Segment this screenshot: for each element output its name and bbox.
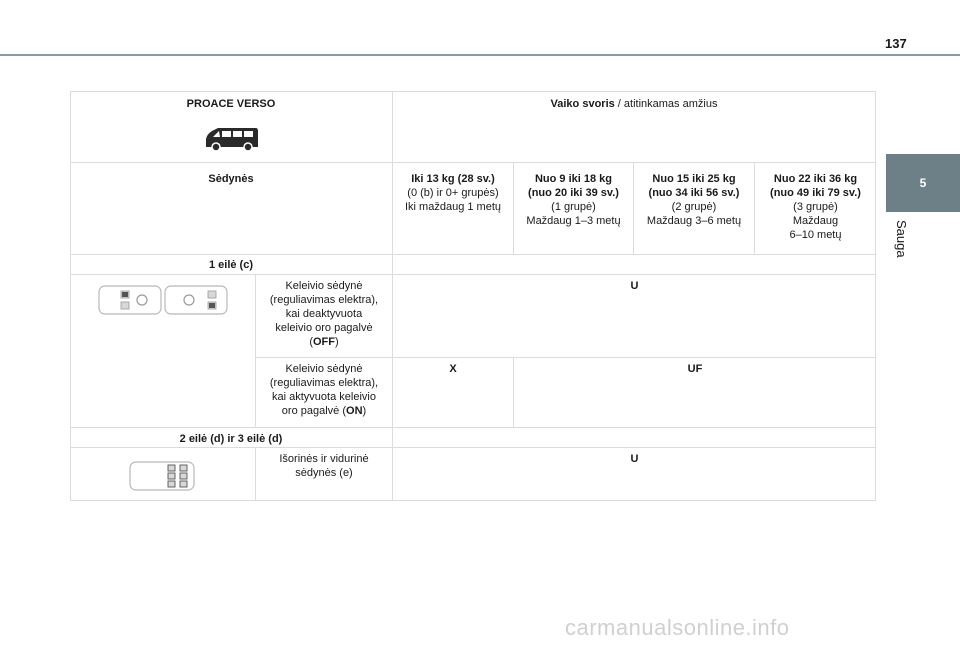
- group-3: Nuo 22 iki 36 kg (nuo 49 iki 79 sv.) (3 grupė) Maždaug 6–10 metų: [770, 173, 861, 241]
- header-rule: [0, 54, 960, 56]
- row2-seat: Išorinės ir vidurinė sėdynės (e): [279, 453, 369, 479]
- section-label: Sauga: [894, 220, 909, 258]
- group-0-1: Iki 13 kg (28 sv.) (0 (b) ir 0+ grupės) Iki maždaug 1 metų: [405, 173, 501, 213]
- rear-seat-diagram-icon: [128, 459, 198, 493]
- row2-value: U: [630, 453, 639, 465]
- group-1: Nuo 9 iki 18 kg (nuo 20 iki 39 sv.) (1 grupė) Maždaug 1–3 metų: [526, 173, 621, 227]
- row1b-value-uf: UF: [687, 363, 703, 375]
- group-2: Nuo 15 iki 25 kg (nuo 34 iki 56 sv.) (2 grupė) Maždaug 3–6 metų: [646, 173, 742, 227]
- row1b-value-x: X: [449, 363, 457, 375]
- weight-heading: Vaiko svoris / atitinkamas amžius: [550, 98, 718, 110]
- row1a-value: U: [630, 280, 639, 292]
- child-seat-table: [70, 91, 876, 501]
- model-name: PROACE VERSO: [186, 98, 276, 110]
- front-seat-diagram-icon: [97, 283, 231, 317]
- page-number: 137: [885, 36, 907, 51]
- seats-label: Sėdynės: [208, 173, 254, 185]
- section-tab[interactable]: [886, 154, 960, 212]
- row1-label: 1 eilė (c): [208, 259, 254, 271]
- row1a-seat: Keleivio sėdynė (reguliavimas elektra), kai deaktyvuota keleivio oro pagalvė (OFF): [269, 280, 379, 348]
- row2-label: 2 eilė (d) ir 3 eilė (d): [179, 433, 283, 445]
- watermark: carmanualsonline.info: [565, 615, 790, 640]
- section-tab-number: 5: [919, 176, 927, 190]
- row1b-seat: Keleivio sėdynė (reguliavimas elektra), kai aktyvuota keleivio oro pagalvė (ON): [269, 363, 379, 417]
- van-icon: [202, 125, 260, 153]
